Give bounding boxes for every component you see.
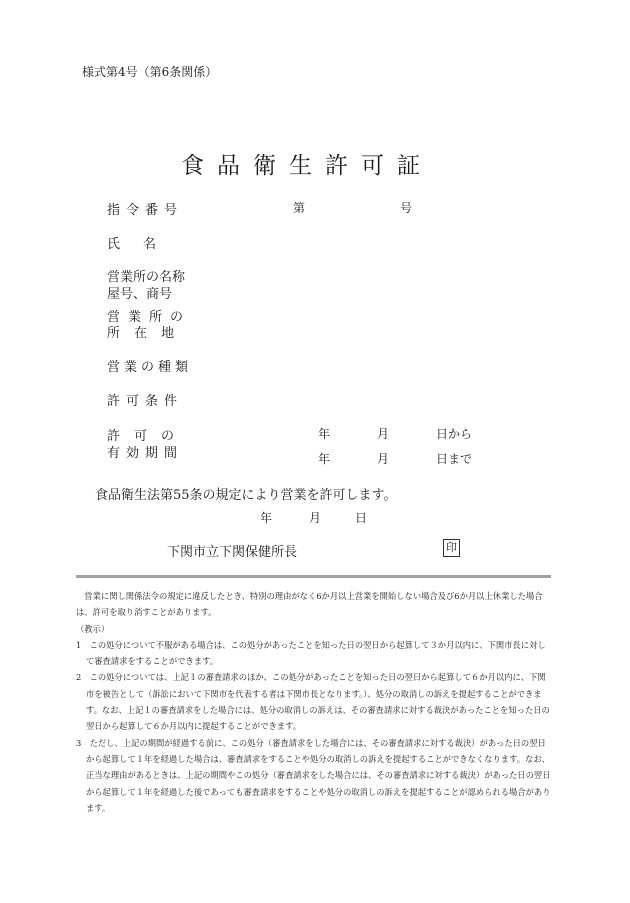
conditions-label: 許可条件: [107, 394, 184, 409]
issue-month: 月: [309, 511, 322, 525]
validity-label-line1: 許可の: [107, 429, 189, 444]
validity-to-year: 年: [318, 452, 331, 466]
notes-item-1: 1 この処分について不服がある場合は、この処分があったことを知った日の翌日から起算して３か月以内に、下関市長に対して審査請求をすることができます。: [76, 639, 546, 667]
location-label-line1: 営業所の: [107, 310, 192, 325]
issuer-name: 下関市立下関保健所長: [167, 545, 298, 560]
validity-from-month: 月: [377, 427, 390, 441]
permit-statement: 食品衛生法第55条の規定により営業を許可します。: [95, 488, 397, 503]
issue-day: 日: [355, 511, 368, 525]
name-label: 氏名: [107, 237, 180, 252]
business-type-label: 営業の種類: [107, 360, 193, 375]
designation-prefix: 第: [293, 201, 306, 215]
validity-label-line2: 有効期間: [107, 446, 184, 461]
notes-item-3: 3 ただし、上記の期間が経過する前に、この処分（審査請求をした場合には、その審査請求に対する裁決）があった日の翌日から起算して１年を経過した場合は、審査請求をすることや処分の取消しの訴えを提起することができなくなります。なお、正当な理由があるときは、上記の期間やこの処分（審査請求をした場合には、その審査請求に対する裁決）があった日の翌日から起算して１年を経過した後であっても審査請求をすることや処分の取消しの訴えを提起することが認められる場合があります。: [76, 737, 551, 813]
notes-intro: 営業に関し関係法令の規定に違反したとき、特別の理由がなく6か月以上営業を開始しない場合及び6か月以上休業した場合は、許可を取り消すことがあります。: [76, 591, 543, 618]
seal-mark: 印: [443, 539, 460, 557]
validity-from-year: 年: [318, 427, 331, 441]
issue-year: 年: [260, 511, 273, 525]
form-number: 様式第4号（第6条関係）: [82, 65, 218, 79]
notes-item-2: 2 この処分については、上記１の審査請求のほか、この処分があったことを知った日の翌日から起算して６か月以内に、下関市を被告として（訴訟において下関市を代表する者は下関市長となります。）、処分の取消しの訴えを提起することができます。なお、上記１の審査請求をした場合には、処分の取消しの訴えは、その審査請求に対する裁決があったことを知った日の翌日から起算して６か月以内に提起することができます。: [76, 672, 550, 732]
validity-from-day: 日から: [436, 427, 473, 441]
notes-heading: （教示）: [76, 623, 110, 634]
validity-to-day: 日まで: [436, 452, 473, 466]
shop-name-label-line2: 屋号、商号: [107, 287, 173, 302]
designation-suffix: 号: [400, 201, 413, 215]
designation-number-label: 指令番号: [107, 203, 184, 218]
notes-section: [76, 588, 552, 816]
divider: [76, 575, 551, 578]
document-title: 食品衛生許可証: [181, 153, 433, 179]
location-label-line2: 所在地: [107, 326, 189, 341]
validity-to-month: 月: [377, 452, 390, 466]
shop-name-label-line1: 営業所の名称: [107, 270, 186, 285]
